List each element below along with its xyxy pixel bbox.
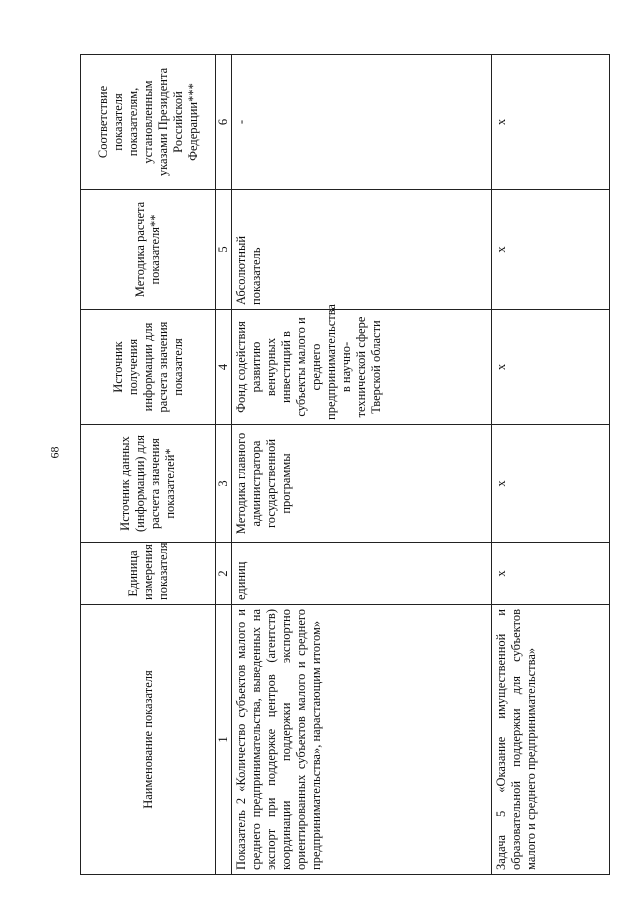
header-method: Методика расчета показателя** [81, 190, 216, 310]
header-name: Наименование показателя [81, 605, 216, 875]
column-number: 1 [216, 605, 232, 875]
column-number: 5 [216, 190, 232, 310]
header-info-source: Источник получения информации для расчета значения показателя [81, 310, 216, 425]
header-compliance: Соответствие показателя показателям, установленным указами Президента Российской Федерации*** [81, 55, 216, 190]
indicator-compliance: - [232, 55, 492, 190]
task-name: Задача 5 «Оказание имущественной и образовательной поддержки для субъектов малого и среднего предпринимательства» [492, 605, 610, 875]
task-data-source: х [492, 425, 610, 543]
indicator-name: Показатель 2 «Количество субъектов малого и среднего предпринимательства, выведенных на экспорт при поддержке центров (агентств) координации поддержки экспортно ориентированных субъектов малого и среднего предпринимательства», нарастающим итогом» [232, 605, 492, 875]
task-unit: х [492, 543, 610, 605]
table-row [492, 55, 610, 875]
indicator-method: Абсолютный показатель [232, 190, 492, 310]
page-number: 68 [47, 446, 62, 459]
table-row [232, 55, 492, 875]
column-number: 6 [216, 55, 232, 190]
column-number: 2 [216, 543, 232, 605]
rotated-table-container [80, 55, 610, 875]
indicator-unit: единиц [232, 543, 492, 605]
column-number: 4 [216, 310, 232, 425]
header-data-source: Источник данных (информации) для расчета значения показателей* [81, 425, 216, 543]
task-compliance: х [492, 55, 610, 190]
header-unit: Единица измерения показателя [81, 543, 216, 605]
header-row [81, 55, 216, 875]
indicator-info-source: Фонд содействия развитию венчурных инвестиций в субъекты малого и среднего предпринимательства в научно-технической сфере Тверской области [232, 310, 492, 425]
indicators-table [80, 54, 610, 875]
indicator-data-source: Методика главного администратора государственной программы [232, 425, 492, 543]
column-number-row [216, 55, 232, 875]
task-method: х [492, 190, 610, 310]
task-info-source: х [492, 310, 610, 425]
column-number: 3 [216, 425, 232, 543]
